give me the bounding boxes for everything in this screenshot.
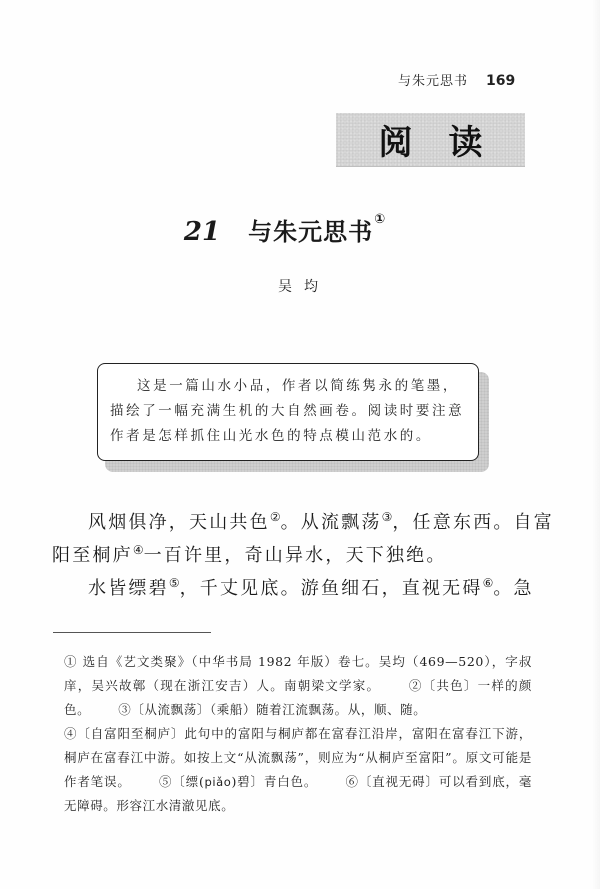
footnote-ref: ⑤ [168,576,180,590]
running-header [398,70,518,89]
footnote-3 [118,702,426,717]
footnote-text: 〔直视无碍〕可以看到底，毫无障碍。形容江水清澈见底。 [64,774,532,813]
footnote-marker: ③ [118,702,132,717]
footnote-text: )碧〕青白色。 [231,774,318,789]
text-segment: ，任意东西。自富阳至桐庐 [52,512,554,566]
lesson-number: 21 [183,217,221,247]
footnote-ref: ④ [132,543,144,557]
footnote-ref: ③ [381,510,393,524]
text-segment: 风烟俱净，天山共色 [88,512,270,533]
author: 吴均 [278,279,330,295]
text-segment: 。从流飘荡 [280,512,382,533]
text-segment: 一百许里，奇山异水，天下独绝。 [143,545,447,566]
lesson-name-text: 与朱元思书 [248,218,374,246]
scan-edge [592,0,600,889]
footnote-marker: ① [64,654,78,669]
footnote-divider [53,632,211,633]
footnote-ref: ② [269,510,281,524]
page-number: 169 [486,73,516,89]
section-banner-label: 阅读 [378,123,519,163]
intro-box [97,363,479,461]
footnote-text: 〔从流飘荡〕（乘船）随着江流飘荡。从，顺、随。 [131,702,427,717]
footnote-text: 〔自富阳至桐庐〕此句中的富阳与桐庐都在富春江沿岸，富阳在富春江下游，桐庐在富春江中游。如按上文“从流飘荡”，则应为“从桐庐至富阳”。原文可能是作者笔误。 [64,726,532,789]
intro-text: 这是一篇山水小品，作者以简练隽永的笔墨，描绘了一幅充满生机的大自然画卷。阅读时要注意作者是怎样抓住山光水色的特点模山范水的。 [110,378,465,444]
footnote-marker: ④ [64,726,78,741]
footnote-ref: ⑥ [482,576,494,590]
text-segment: 水皆缥碧 [88,578,169,599]
text-segment: 。急 [493,578,534,599]
footnote-text: 〔共色〕一样的颜色。 [64,678,532,717]
intro-box-container [97,363,481,463]
section-banner [336,113,525,167]
lesson-title [0,212,600,247]
footnote-text: 选自《艺文类聚》（中华书局 1982 年版）卷七。吴均（469—520），字叔庠，吴兴故鄣（现在浙江安吉）人。南朝梁文学家。 [64,654,532,693]
main-text [52,507,562,606]
footnote-text: 〔缥( [172,774,205,789]
footnote-marker: ⑤ [158,774,173,789]
footnote-marker: ② [408,678,423,693]
lesson-name [248,212,386,247]
text-segment: ，千丈见底。游鱼细石，直视无碍 [179,578,483,599]
pinyin: piǎo [204,775,232,789]
footnote-marker: ⑥ [345,774,359,789]
paragraph [52,507,562,573]
footnotes [64,650,532,818]
running-header-title: 与朱元思书 [398,74,469,89]
footnote-5 [159,774,318,789]
paragraph [52,573,562,606]
footnote-ref: ① [374,212,387,227]
